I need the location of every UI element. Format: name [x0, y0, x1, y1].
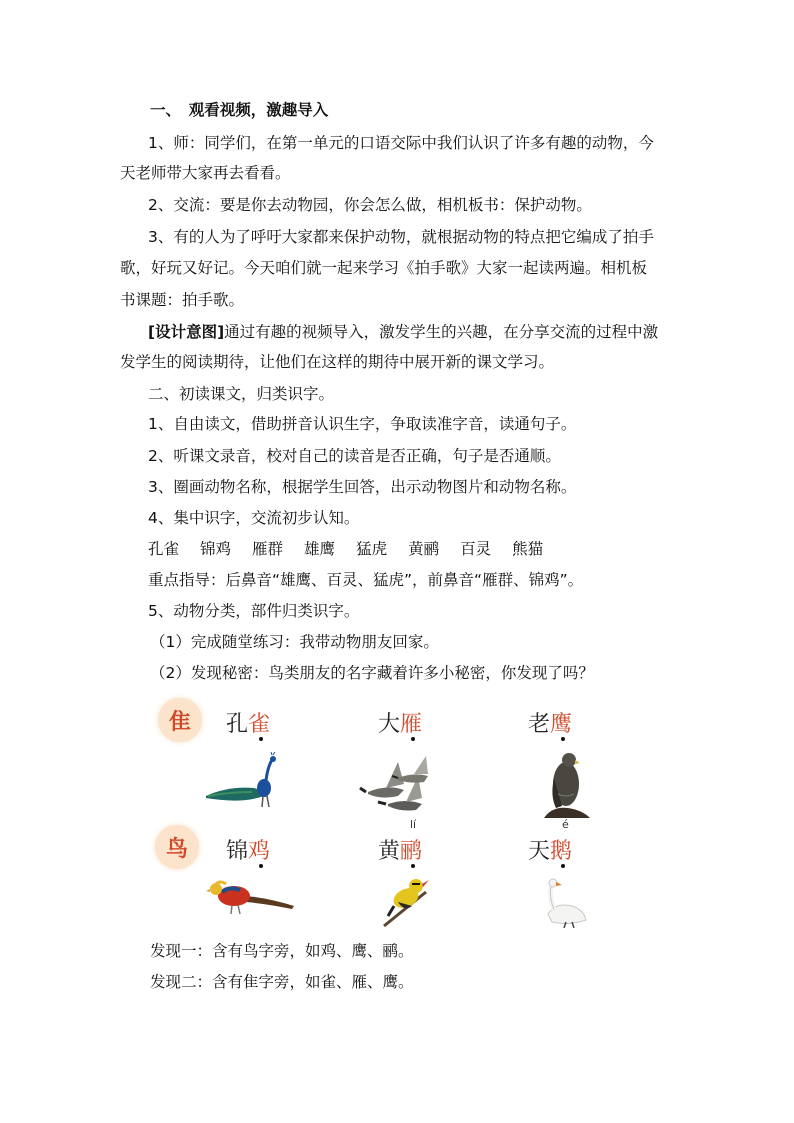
step-4: 4、集中识字，交流初步认知。: [148, 509, 360, 527]
heading-2: 二、初读课文，归类识字。: [148, 385, 335, 403]
design-intent-line-1: [148, 322, 658, 342]
emphasis-dot: [259, 737, 263, 741]
vocab-word: 黄鹂: [408, 540, 440, 558]
geese-image: [358, 754, 438, 816]
step-5: 5、动物分类，部件归类识字。: [148, 602, 360, 620]
emphasis-dot: [411, 737, 415, 741]
paragraph-2: 2、交流：要是你去动物园，你会怎么做，相机板书：保护动物。: [148, 196, 592, 214]
eagle-image: [542, 748, 592, 820]
word-huangli: 黄鹂: [378, 839, 423, 864]
vocab-word: 锦鸡: [200, 540, 232, 558]
paragraph-1-line-2: 天老师带大家再去看看。: [120, 164, 291, 182]
word-jinji: 锦鸡: [226, 839, 271, 864]
emphasis-dot: [259, 864, 263, 868]
focus-guidance: 重点指导：后鼻音“雄鹰、百灵、猛虎”，前鼻音“雁群、锦鸡”。: [148, 571, 584, 589]
finding-2: 发现二：含有隹字旁，如雀、雁、鹰。: [150, 973, 414, 991]
vocab-word: 百灵: [460, 540, 492, 558]
step-5-1: （1）完成随堂练习：我带动物朋友回家。: [150, 633, 439, 651]
radical-niao-badge: 鸟: [155, 825, 199, 869]
step-3: 3、圈画动物名称，根据学生回答，出示动物图片和动物名称。: [148, 478, 577, 496]
step-5-2: （2）发现秘密：鸟类朋友的名字藏着许多小秘密，你发现了吗？: [150, 664, 594, 682]
emphasis-dot: [561, 737, 565, 741]
design-intent-line-2: 发学生的阅读期待，让他们在这样的期待中展开新的课文学习。: [120, 353, 555, 371]
swan-image: [542, 876, 588, 928]
vocab-word: 熊猫: [512, 540, 544, 558]
word-laoying: 老鹰: [528, 712, 573, 737]
design-intent-label: [设计意图]: [148, 323, 225, 341]
step-2: 2、听课文录音，校对自己的读音是否正确，句子是否通顺。: [148, 447, 561, 465]
vocab-word: 雄鹰: [304, 540, 336, 558]
paragraph-1-line-1: 1、师：同学们，在第一单元的口语交际中我们认识了许多有趣的动物，今: [148, 134, 654, 152]
vocab-word: 孔雀: [148, 540, 180, 558]
emphasis-dot: [561, 864, 565, 868]
heading-1: 一、 观看视频，激趣导入: [150, 101, 329, 119]
vocabulary-list: [148, 539, 543, 559]
radical-zhui-badge: 隹: [158, 698, 202, 742]
word-dayan: 大雁: [378, 712, 423, 737]
step-1: 1、自由读文，借助拼音认识生字，争取读准字音，读通句子。: [148, 415, 577, 433]
paragraph-3-line-1: 3、有的人为了呼吁大家都来保护动物，就根据动物的特点把它编成了拍手: [148, 228, 654, 246]
word-tiane: 天鹅: [528, 839, 573, 864]
vocab-word: 雁群: [252, 540, 284, 558]
oriole-image: [382, 872, 432, 928]
pinyin-li: lí: [410, 818, 417, 831]
pinyin-e: é: [562, 818, 569, 831]
design-intent-text-1: 通过有趣的视频导入，激发学生的兴趣，在分享交流的过程中激: [224, 323, 659, 341]
paragraph-3-line-2: 歌，好玩又好记。今天咱们就一起来学习《拍手歌》大家一起读两遍。相机板: [120, 259, 648, 277]
vocab-word: 猛虎: [356, 540, 388, 558]
emphasis-dot: [411, 864, 415, 868]
bird-radical-figure: [150, 690, 650, 935]
word-kongque: 孔雀: [226, 712, 271, 737]
paragraph-3-line-3: 书课题：拍手歌。: [120, 291, 245, 309]
golden-pheasant-image: [206, 876, 296, 916]
finding-1: 发现一：含有鸟字旁，如鸡、鹰、鹂。: [150, 942, 414, 960]
peacock-image: [202, 752, 280, 812]
